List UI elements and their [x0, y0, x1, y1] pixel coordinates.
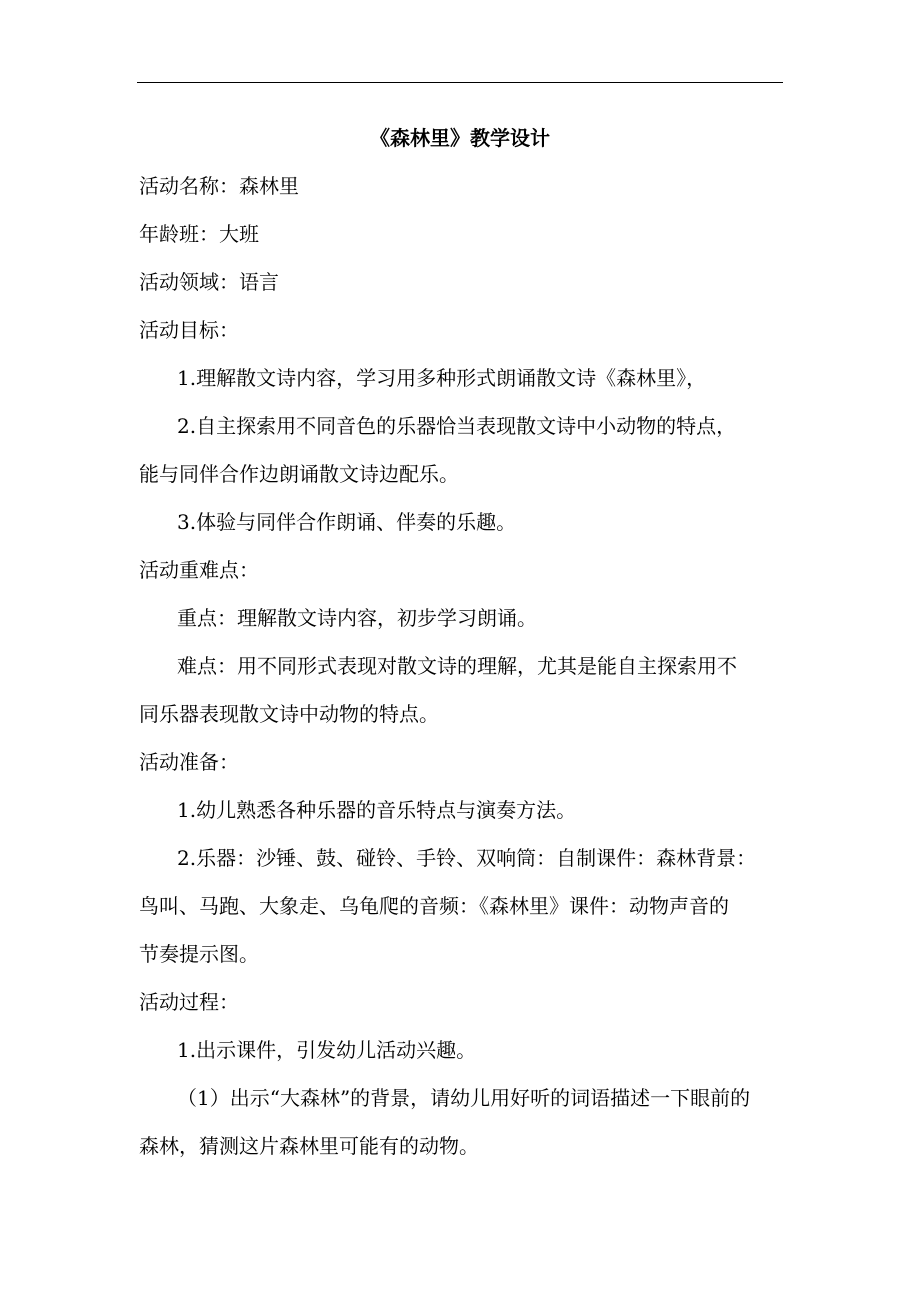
document-title: 《森林里》教学设计: [370, 126, 550, 150]
activity-domain-line: 活动领域：语言: [139, 270, 279, 294]
objective-2-continued: 能与同伴合作边朗诵散文诗边配乐。: [139, 462, 459, 486]
objective-2: 2.自主探索用不同音色的乐器恰当表现散文诗中小动物的特点，: [177, 414, 737, 438]
process-step-1-sub-1-continued: 森林，猜测这片森林里可能有的动物。: [139, 1134, 479, 1158]
preparation-2-continued: 鸟叫、马跑、大象走、乌龟爬的音频：《森林里》课件：动物声音的: [139, 894, 729, 918]
process-heading: 活动过程：: [139, 990, 239, 1014]
preparation-1: 1.幼儿熟悉各种乐器的音乐特点与演奏方法。: [177, 798, 577, 822]
process-step-1-sub-1: （1）出示“大森林”的背景，请幼儿用好听的词语描述一下眼前的: [177, 1086, 751, 1110]
preparation-2: 2.乐器：沙锤、鼓、碰铃、手铃、双响筒：自制课件：森林背景：: [177, 846, 757, 870]
objectives-heading: 活动目标：: [139, 318, 239, 342]
difficult-point: 难点：用不同形式表现对散文诗的理解，尤其是能自主探索用不: [177, 654, 737, 678]
key-points-heading: 活动重难点：: [139, 558, 259, 582]
preparation-heading: 活动准备：: [139, 750, 239, 774]
process-step-1: 1.出示课件，引发幼儿活动兴趣。: [177, 1038, 477, 1062]
objective-1: 1.理解散文诗内容，学习用多种形式朗诵散文诗《森林里》，: [177, 366, 707, 390]
preparation-2-end: 节奏提示图。: [139, 942, 259, 966]
key-point: 重点：理解散文诗内容，初步学习朗诵。: [177, 606, 537, 630]
difficult-point-continued: 同乐器表现散文诗中动物的特点。: [139, 702, 439, 726]
header-rule: [137, 82, 783, 83]
age-group-line: 年龄班：大班: [139, 222, 259, 246]
objective-3: 3.体验与同伴合作朗诵、伴奏的乐趣。: [177, 510, 517, 534]
activity-name-line: 活动名称：森林里: [139, 174, 299, 198]
